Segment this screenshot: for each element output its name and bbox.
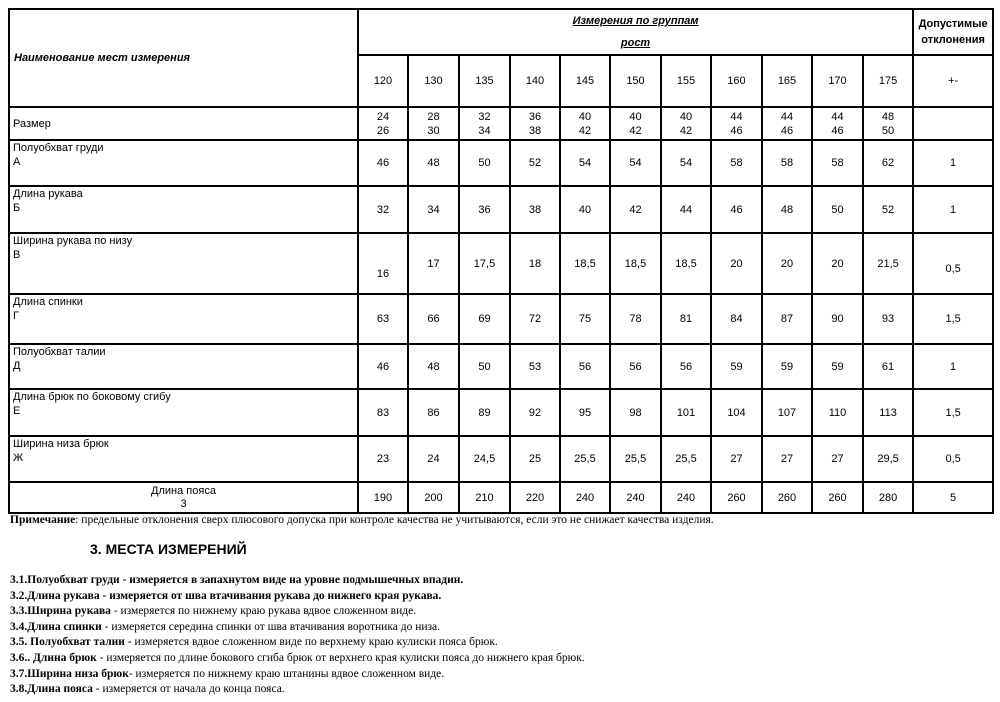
value-cell: 240 [560,482,610,513]
measurement-letter: Д [13,360,21,372]
value-cell: 42 [610,186,661,233]
size-bottom: 42 [679,124,693,137]
measurement-place-item [10,573,585,589]
size-bottom: 30 [427,124,440,137]
value-cell: 84 [711,294,762,344]
measurement-places-list [10,573,585,698]
belt-name: Длина пояса [151,484,216,497]
value-cell: 25,5 [560,436,610,482]
tolerance-cell: 1,5 [913,389,993,436]
value-cell: 75 [560,294,610,344]
value-cell: 66 [408,294,459,344]
value-cell: 48 [408,140,459,186]
size-cell [408,107,459,140]
value-cell: 50 [459,344,510,389]
value-cell: 90 [812,294,863,344]
value-cell: 93 [863,294,913,344]
size-cell [459,107,510,140]
tolerance-cell: 1 [913,344,993,389]
value-cell: 18,5 [610,233,661,294]
value-cell: 54 [560,140,610,186]
measurement-letter: Ж [13,452,24,464]
size-top: 44 [730,110,743,123]
value-cell: 260 [762,482,812,513]
value-cell: 25 [510,436,560,482]
measurement-row [9,436,993,482]
value-cell: 58 [762,140,812,186]
size-top: 24 [376,110,390,123]
value-cell: 29,5 [863,436,913,482]
value-cell: 113 [863,389,913,436]
measurement-label [9,140,358,186]
measurement-name: Полуобхват груди [13,142,104,154]
value-cell: 48 [408,344,459,389]
item-title: 3.5. Полуобхват талии [10,636,125,649]
value-cell: 53 [510,344,560,389]
value-cell: 17 [408,233,459,294]
height-cell: 175 [863,55,913,107]
size-top: 40 [578,110,592,123]
size-cell [510,107,560,140]
measurement-row [9,294,993,344]
measurement-place-item [10,651,585,667]
measurement-letter: Е [13,405,21,417]
group-title: Измерения по группам [572,15,699,27]
measurement-label [9,389,358,436]
measurement-row [9,389,993,436]
height-cell: 160 [711,55,762,107]
size-cell [358,107,408,140]
measurement-name: Полуобхват талии [13,346,106,358]
size-cell [610,107,661,140]
value-cell: 86 [408,389,459,436]
measurement-label [9,436,358,482]
belt-row [9,482,993,513]
size-top: 40 [629,110,642,123]
item-title: 3.7.Ширина низа брюк [10,667,129,680]
measurement-place-item [10,589,585,605]
value-cell: 78 [610,294,661,344]
value-cell: 58 [812,140,863,186]
size-bottom: 42 [629,124,642,137]
value-cell: 18 [510,233,560,294]
height-cell: 135 [459,55,510,107]
value-cell: 54 [610,140,661,186]
measurement-place-item [10,682,585,698]
measurement-place-item [10,635,585,651]
measurement-letter: Б [13,202,21,214]
measurement-row [9,344,993,389]
height-cell: 165 [762,55,812,107]
size-cell [711,107,762,140]
size-bottom: 26 [376,124,390,137]
measurement-label [9,344,358,389]
value-cell: 59 [762,344,812,389]
value-cell: 46 [358,140,408,186]
measurement-letter: В [13,249,21,261]
value-cell: 18,5 [661,233,711,294]
tolerance-header-line2: отклонения [921,34,985,46]
value-cell: 110 [812,389,863,436]
size-cell [812,107,863,140]
item-text: - измеряется вдвое сложенном виде по верхнему краю кулиски пояса брюк. [124,636,498,649]
value-cell: 50 [459,140,510,186]
size-cell [560,107,610,140]
size-bottom: 46 [831,124,844,137]
value-cell: 190 [358,482,408,513]
measurement-place-item [10,604,585,620]
note-label: Примечание [10,514,76,526]
size-top: 36 [528,110,542,123]
measurement-row [9,233,993,294]
size-row [9,107,993,140]
value-cell: 240 [610,482,661,513]
measurement-name: Длина спинки [13,296,83,308]
value-cell: 69 [459,294,510,344]
belt-label [9,482,358,513]
value-cell: 260 [812,482,863,513]
value-cell: 98 [610,389,661,436]
name-column-header: Наименование мест измерения [9,9,358,107]
value-cell: 17,5 [459,233,510,294]
tolerance-symbol: +- [913,55,993,107]
note [10,514,714,526]
measurements-table [8,8,994,514]
size-top: 44 [780,110,794,123]
item-title: 3.1.Полуобхват груди - измеряется в запахнутом виде на уровне подмышечных впадин. [10,574,464,586]
tolerance-header-line1: Допустимые [918,18,988,30]
note-text: : предельные отклонения сверх плюсового допуска при контроле качества не учитываются, если это не снижает качества изделия. [75,514,714,526]
measurement-name: Длина рукава [13,188,83,200]
value-cell: 92 [510,389,560,436]
section-title: 3. МЕСТА ИЗМЕРЕНИЙ [90,541,247,557]
item-title: 3.6.. Длина брюк [10,651,97,664]
value-cell: 25,5 [661,436,711,482]
item-title: 3.2.Длина рукава - измеряется от шва втачивания рукава до нижнего края рукава. [10,589,442,602]
value-cell: 59 [812,344,863,389]
value-cell: 104 [711,389,762,436]
tolerance-cell: 1,5 [913,294,993,344]
value-cell: 54 [661,140,711,186]
measurement-place-item [10,620,585,636]
size-top: 44 [831,110,844,123]
value-cell: 36 [459,186,510,233]
size-label: Размер [9,107,358,140]
tolerance-cell: 0,5 [913,233,993,294]
measurement-row [9,186,993,233]
value-cell: 24,5 [459,436,510,482]
value-cell: 56 [560,344,610,389]
value-cell: 23 [358,436,408,482]
group-subtitle: рост [620,37,651,49]
measurement-letter: Г [13,310,19,322]
group-header [358,9,913,55]
tolerance-cell: 1 [913,186,993,233]
value-cell: 89 [459,389,510,436]
value-cell: 210 [459,482,510,513]
value-cell: 46 [711,186,762,233]
value-cell: 107 [762,389,812,436]
value-cell: 58 [711,140,762,186]
value-cell: 27 [812,436,863,482]
size-bottom: 42 [578,124,592,137]
value-cell: 27 [711,436,762,482]
item-text: - измеряется от начала до конца пояса. [92,683,285,696]
value-cell: 48 [762,186,812,233]
value-cell: 220 [510,482,560,513]
value-cell: 40 [560,186,610,233]
height-cell: 120 [358,55,408,107]
measurement-letter: А [13,156,21,168]
size-cell [762,107,812,140]
value-cell: 52 [863,186,913,233]
belt-number: 3 [180,497,187,510]
value-cell: 20 [762,233,812,294]
value-cell: 20 [812,233,863,294]
measurement-name: Длина брюк по боковому сгибу [13,391,171,403]
value-cell: 21,5 [863,233,913,294]
value-cell: 20 [711,233,762,294]
value-cell: 34 [408,186,459,233]
tolerance-cell: 0,5 [913,436,993,482]
value-cell: 62 [863,140,913,186]
value-cell: 38 [510,186,560,233]
value-cell: 240 [661,482,711,513]
measurement-label [9,233,358,294]
item-title: 3.3.Ширина рукава [10,605,111,618]
value-cell: 27 [762,436,812,482]
item-text: - измеряется по нижнему краю рукава вдвое сложенном виде. [110,605,417,618]
value-cell: 25,5 [610,436,661,482]
size-cell [863,107,913,140]
value-cell: 44 [661,186,711,233]
value-cell: 280 [863,482,913,513]
size-top: 28 [427,110,440,123]
value-cell: 95 [560,389,610,436]
value-cell: 24 [408,436,459,482]
value-cell: 61 [863,344,913,389]
size-bottom: 50 [881,124,895,137]
value-cell: 72 [510,294,560,344]
value-cell: 63 [358,294,408,344]
value-cell: 18,5 [560,233,610,294]
size-bottom: 34 [478,124,491,137]
value-cell: 32 [358,186,408,233]
value-cell: 56 [661,344,711,389]
height-cell: 150 [610,55,661,107]
measurement-row [9,140,993,186]
size-top: 40 [679,110,693,123]
height-cell: 170 [812,55,863,107]
value-cell: 260 [711,482,762,513]
tolerance-cell: 1 [913,140,993,186]
item-text: - измеряется по нижнему краю штанины вдвое сложенном виде. [128,667,445,680]
value-cell: 16 [358,233,408,294]
height-cell: 140 [510,55,560,107]
size-tolerance [913,107,993,140]
measurement-name: Ширина низа брюк [13,438,109,450]
value-cell: 52 [510,140,560,186]
value-cell: 56 [610,344,661,389]
size-bottom: 46 [780,124,794,137]
size-cell [661,107,711,140]
item-text: - измеряется по длине бокового сгиба брюк от верхнего края кулиски пояса до нижнего края брюк. [96,651,585,664]
measurement-label [9,294,358,344]
measurement-place-item [10,667,585,683]
value-cell: 83 [358,389,408,436]
size-bottom: 46 [730,124,743,137]
measurement-name: Ширина рукава по низу [13,235,133,247]
size-bottom: 38 [528,124,542,137]
measurement-label [9,186,358,233]
size-top: 32 [478,110,491,123]
value-cell: 50 [812,186,863,233]
value-cell: 200 [408,482,459,513]
item-title: 3.4.Длина спинки [10,620,102,633]
height-cell: 155 [661,55,711,107]
item-title: 3.8.Длина пояса [10,683,93,696]
value-cell: 101 [661,389,711,436]
tolerance-header [913,9,993,55]
value-cell: 87 [762,294,812,344]
height-cell: 145 [560,55,610,107]
height-cell: 130 [408,55,459,107]
tolerance-cell: 5 [913,482,993,513]
size-top: 48 [881,110,895,123]
value-cell: 81 [661,294,711,344]
value-cell: 59 [711,344,762,389]
value-cell: 46 [358,344,408,389]
item-text: - измеряется середина спинки от шва втачивания воротника до низа. [101,620,441,633]
